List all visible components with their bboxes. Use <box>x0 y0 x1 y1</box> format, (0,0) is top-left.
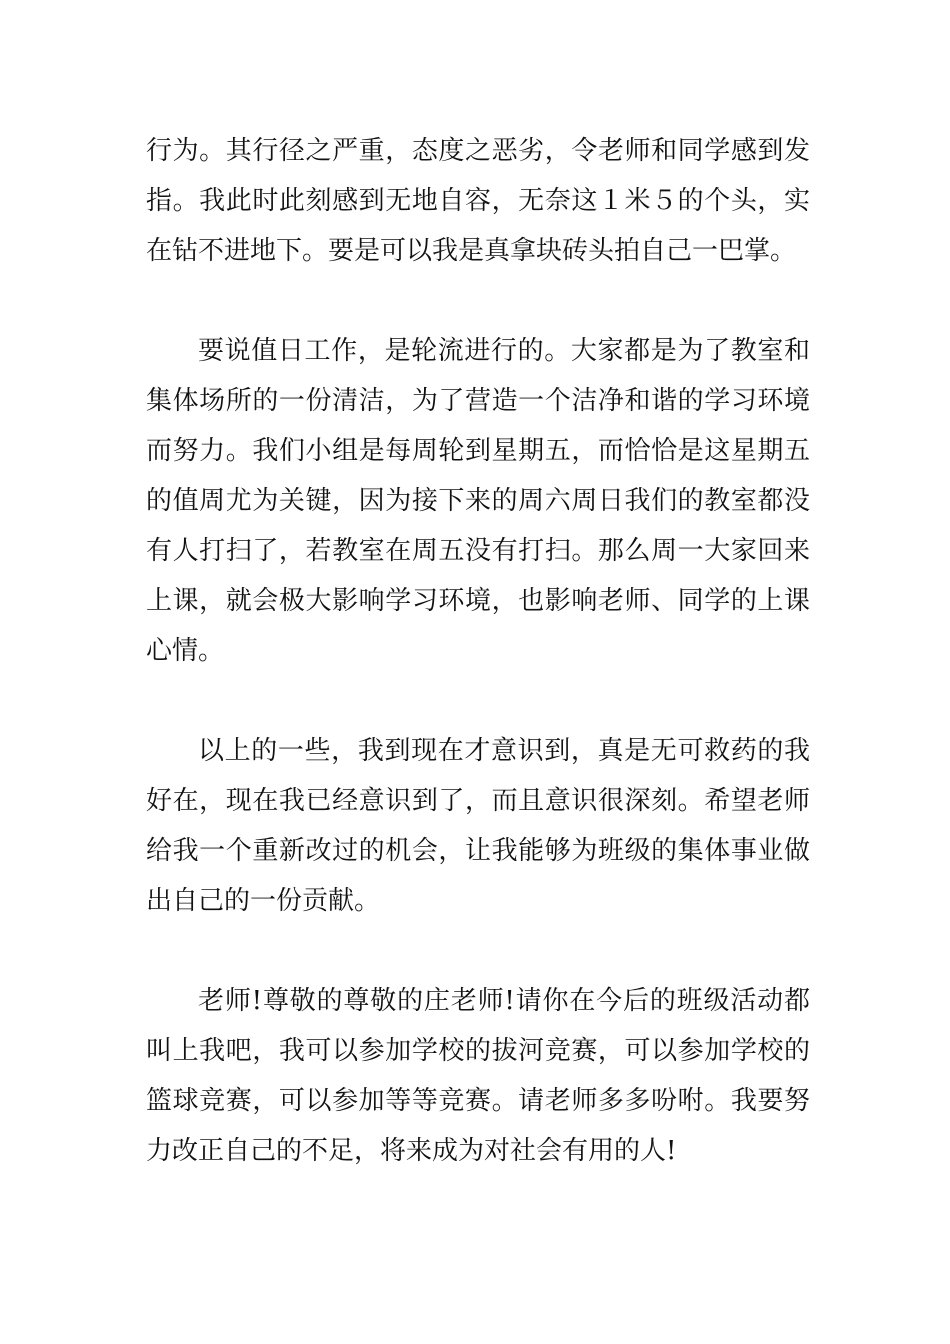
paragraph-request: 老师!尊敬的尊敬的庄老师!请你在今后的班级活动都叫上我吧，我可以参加学校的拔河竞赛，可以参加学校的篮球竞赛，可以参加等等竞赛。请老师多多吩咐。我要努力改正自己的不足，将来成为对社会有用的人! <box>146 986 810 1166</box>
paragraph-continuation: 行为。其行径之严重，态度之恶劣，令老师和同学感到发指。我此时此刻感到无地自容，无奈这１米５的个头，实在钻不进地下。要是可以我是真拿块砖头拍自己一巴掌。 <box>146 136 810 266</box>
paragraph-duty-work: 要说值日工作，是轮流进行的。大家都是为了教室和集体场所的一份清洁，为了营造一个洁净和谐的学习环境而努力。我们小组是每周轮到星期五，而恰恰是这星期五的值周尤为关键，因为接下来的周六周日我们的教室都没有人打扫了，若教室在周五没有打扫。那么周一大家回来上课，就会极大影响学习环境，也影响老师、同学的上课心情。 <box>146 336 810 666</box>
document-body <box>146 126 810 1226</box>
paragraph-realization: 以上的一些，我到现在才意识到，真是无可救药的我好在，现在我已经意识到了，而且意识很深刻。希望老师给我一个重新改过的机会，让我能够为班级的集体事业做出自己的一份贡献。 <box>146 736 810 916</box>
